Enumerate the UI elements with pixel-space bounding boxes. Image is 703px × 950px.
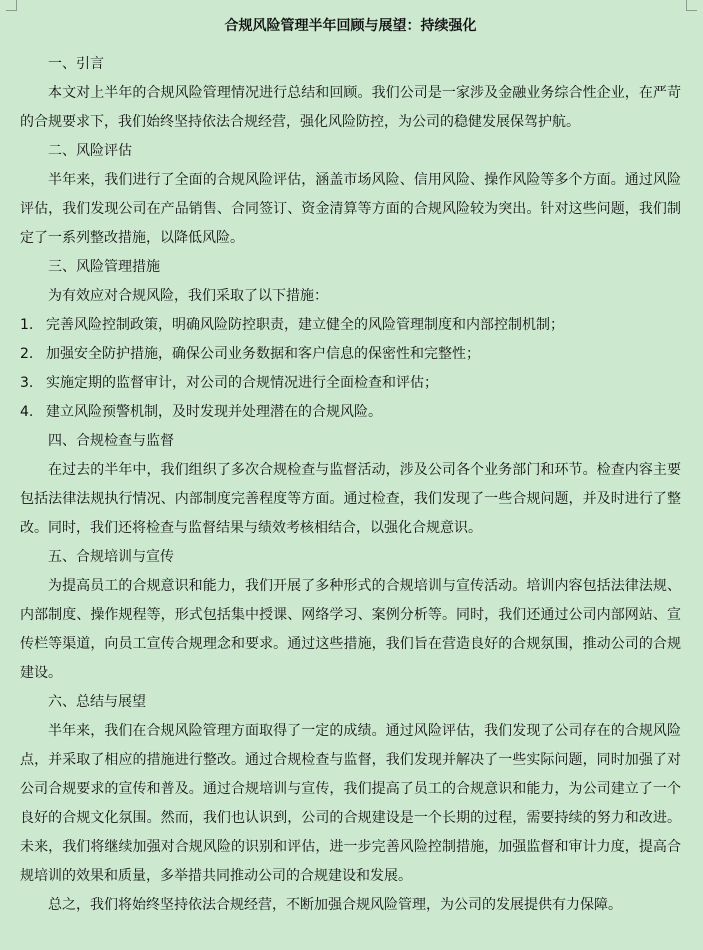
- list-item-number: 3.: [20, 375, 34, 391]
- list-item: [20, 340, 681, 369]
- list-item-number: 1.: [20, 317, 34, 333]
- list-item-number: 2.: [20, 346, 34, 362]
- list-item: [20, 311, 681, 340]
- list-item-text: 实施定期的监督审计，对公司的合规情况进行全面检查和评估；: [46, 375, 438, 391]
- list-item-text: 加强安全防护措施，确保公司业务数据和客户信息的保密性和完整性；: [46, 346, 480, 362]
- list-item-text: 完善风险控制政策，明确风险防控职责，建立健全的风险管理制度和内部控制机制；: [46, 317, 564, 333]
- section-heading-risk-assessment: 二、风险评估: [48, 143, 132, 159]
- summary-paragraph: 半年来，我们在合规风险管理方面取得了一定的成绩。通过风险评估，我们发现了公司存在的合规风险点，并采取了相应的措施进行整改。通过合规检查与监督，我们发现并解决了一些实际问题，同时加强了对公司合规要求的宣传和普及。通过合规培训与宣传，我们提高了员工的合规意识和能力，为公司建立了一个良好的合规文化氛围。然而，我们也认识到，公司的合规建设是一个长期的过程，需要持续的努力和改进。未来，我们将继续加强对合规风险的识别和评估，进一步完善风险控制措施，加强监督和审计力度，提高合规培训的效果和质量，多举措共同推动公司的合规建设和发展。: [20, 723, 681, 884]
- section-heading-introduction: 一、引言: [48, 56, 104, 72]
- section-heading-compliance-inspection: 四、合规检查与监督: [48, 433, 174, 449]
- risk-measures-list: [20, 311, 681, 427]
- conclusion-paragraph: 总之，我们将始终坚持依法合规经营，不断加强合规风险管理，为公司的发展提供有力保障。: [48, 897, 622, 913]
- document-title: 合规风险管理半年回顾与展望：持续强化: [224, 18, 477, 34]
- list-item-text: 建立风险预警机制，及时发现并处理潜在的合规风险。: [46, 404, 382, 420]
- risk-measures-intro: 为有效应对合规风险，我们采取了以下措施：: [48, 288, 328, 304]
- introduction-paragraph: 本文对上半年的合规风险管理情况进行总结和回顾。我们公司是一家涉及金融业务综合性企业，在严苛的合规要求下，我们始终坚持依法合规经营，强化风险防控，为公司的稳健发展保驾护航。: [20, 85, 681, 130]
- compliance-training-paragraph: 为提高员工的合规意识和能力，我们开展了多种形式的合规培训与宣传活动。培训内容包括法律法规、内部制度、操作规程等，形式包括集中授课、网络学习、案例分析等。同时，我们还通过公司内部网站、宣传栏等渠道，向员工宣传合规理念和要求。通过这些措施，我们旨在营造良好的合规氛围，推动公司的合规建设。: [20, 578, 681, 681]
- list-item: [20, 369, 681, 398]
- compliance-inspection-paragraph: 在过去的半年中，我们组织了多次合规检查与监督活动，涉及公司各个业务部门和环节。检查内容主要包括法律法规执行情况、内部制度完善程度等方面。通过检查，我们发现了一些合规问题，并及时进行了整改。同时，我们还将检查与监督结果与绩效考核相结合，以强化合规意识。: [20, 462, 681, 536]
- section-heading-compliance-training: 五、合规培训与宣传: [48, 549, 174, 565]
- section-heading-risk-measures: 三、风险管理措施: [48, 259, 160, 275]
- list-item-number: 4.: [20, 404, 34, 420]
- section-heading-summary: 六、总结与展望: [48, 694, 146, 710]
- list-item: [20, 398, 681, 427]
- risk-assessment-paragraph: 半年来，我们进行了全面的合规风险评估，涵盖市场风险、信用风险、操作风险等多个方面。通过风险评估，我们发现公司在产品销售、合同签订、资金清算等方面的合规风险较为突出。针对这些问题，我们制定了一系列整改措施，以降低风险。: [20, 172, 681, 246]
